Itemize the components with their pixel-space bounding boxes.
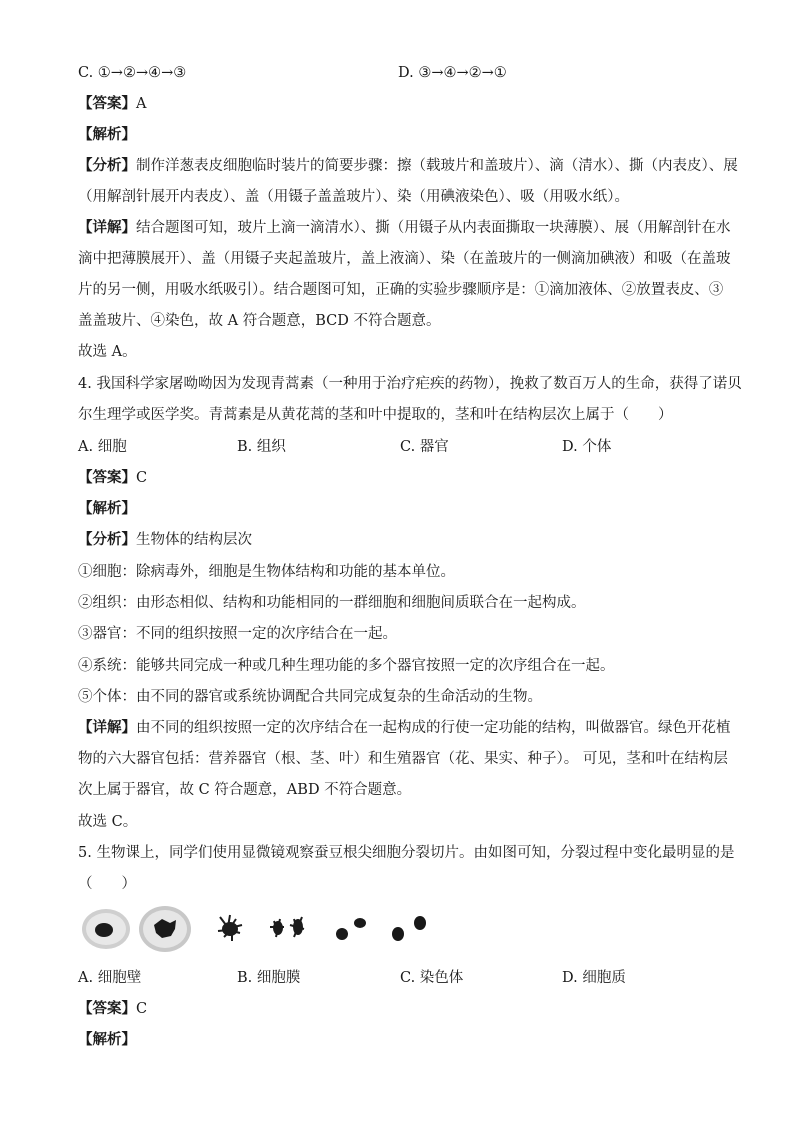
fenxi-text-1: 制作洋葱表皮细胞临时装片的简要步骤：擦（载玻片和盖玻片）、滴（清水）、撕（内表皮）、展	[136, 158, 738, 174]
question-4-stem-1: 4. 我国科学家屠呦呦因为发现青蒿素（一种用于治疗疟疾的药物），挽救了数百万人的生命，获得了诺贝	[78, 376, 742, 392]
q5-option-c: C. 染色体	[400, 970, 464, 986]
xiangjie-line-2: 滴中把薄膜展开）、盖（用镊子夹起盖玻片，盖上液滴）、染（在盖玻片的一侧滴加碘液）和吸（在盖玻	[78, 251, 731, 267]
fenxi-line	[78, 530, 252, 550]
question-5-stem-2: （ ）	[78, 876, 136, 892]
cell-stage-1	[82, 909, 130, 949]
q4-option-a: A. 细胞	[78, 439, 127, 455]
point-5: ⑤个体：由不同的器官或系统协调配合共同完成复杂的生命活动的生物。	[78, 689, 542, 705]
cell-stage-4	[270, 917, 304, 937]
cell-stage-5	[336, 918, 366, 940]
option-d: D. ③→④→②→①	[398, 65, 507, 81]
fenxi-tag: 【分析】	[78, 157, 136, 174]
cell-stage-3	[218, 915, 242, 941]
q4-option-b: B. 组织	[237, 439, 286, 455]
conclusion: 故选 C。	[78, 814, 138, 830]
point-1: ①细胞：除病毒外，细胞是生物体结构和功能的基本单位。	[78, 564, 455, 580]
conclusion: 故选 A。	[78, 344, 137, 360]
q5-option-a: A. 细胞壁	[78, 970, 142, 986]
question-5-stem-1: 5. 生物课上，同学们使用显微镜观察蚕豆根尖细胞分裂切片。由如图可知，分裂过程中变化最明显的是	[78, 845, 735, 861]
answer-tag: 【答案】	[78, 95, 136, 112]
xiangjie-text-1: 由不同的组织按照一定的次序结合在一起构成的行使一定功能的结构，叫做器官。绿色开花植	[136, 720, 731, 736]
jiexi-tag: 【解析】	[78, 126, 136, 143]
answer-line	[78, 468, 147, 488]
xiangjie-line-2: 物的六大器官包括：营养器官（根、茎、叶）和生殖器官（花、果实、种子）。 可见，茎和叶在结构层	[78, 751, 728, 767]
cell-stage-6	[392, 916, 426, 941]
answer-tag: 【答案】	[78, 1000, 136, 1017]
q4-option-c: C. 器官	[400, 439, 449, 455]
jiexi-tag: 【解析】	[78, 500, 136, 517]
answer-line	[78, 94, 146, 114]
xiangjie-line-3: 次上属于器官，故 C 符合题意，ABD 不符合题意。	[78, 782, 412, 798]
q5-option-b: B. 细胞膜	[237, 970, 301, 986]
answer-value: A	[136, 96, 147, 112]
q4-option-d: D. 个体	[562, 439, 612, 455]
xiangjie-line-1	[78, 718, 731, 738]
xiangjie-text-1: 结合题图可知，玻片上滴一滴清水）、撕（用镊子从内表面撕取一块薄膜）、展（用解剖针在水	[136, 220, 731, 236]
q5-option-d: D. 细胞质	[562, 970, 626, 986]
answer-tag: 【答案】	[78, 469, 136, 486]
xiangjie-line-4: 盖盖玻片、④染色，故 A 符合题意，BCD 不符合题意。	[78, 313, 441, 329]
option-c: C. ①→②→④→③	[78, 65, 187, 81]
question-4-stem-2: 尔生理学或医学奖。青蒿素是从黄花蒿的茎和叶中提取的，茎和叶在结构层次上属于（ ）	[78, 407, 673, 423]
xiangjie-tag: 【详解】	[78, 219, 136, 236]
cell-division-figure	[80, 903, 430, 955]
fenxi-line-1	[78, 156, 738, 176]
xiangjie-line-1	[78, 218, 731, 238]
answer-line	[78, 999, 147, 1019]
answer-value: C	[136, 1001, 148, 1017]
point-2: ②组织：由形态相似、结构和功能相同的一群细胞和细胞间质联合在一起构成。	[78, 595, 586, 611]
jiexi-tag: 【解析】	[78, 1031, 136, 1048]
fenxi-line-2: （用解剖针展开内表皮）、盖（用镊子盖盖玻片）、染（用碘液染色）、吸（用吸水纸）。	[78, 189, 629, 205]
cell-stage-2	[139, 906, 191, 952]
xiangjie-tag: 【详解】	[78, 719, 136, 736]
xiangjie-line-3: 片的另一侧，用吸水纸吸引）。结合题图可知，正确的实验步骤顺序是：①滴加液体、②放置表皮、③	[78, 282, 724, 298]
fenxi-text: 生物体的结构层次	[136, 532, 252, 548]
point-3: ③器官：不同的组织按照一定的次序结合在一起。	[78, 626, 397, 642]
point-4: ④系统：能够共同完成一种或几种生理功能的多个器官按照一定的次序组合在一起。	[78, 658, 615, 674]
answer-value: C	[136, 470, 148, 486]
fenxi-tag: 【分析】	[78, 531, 136, 548]
